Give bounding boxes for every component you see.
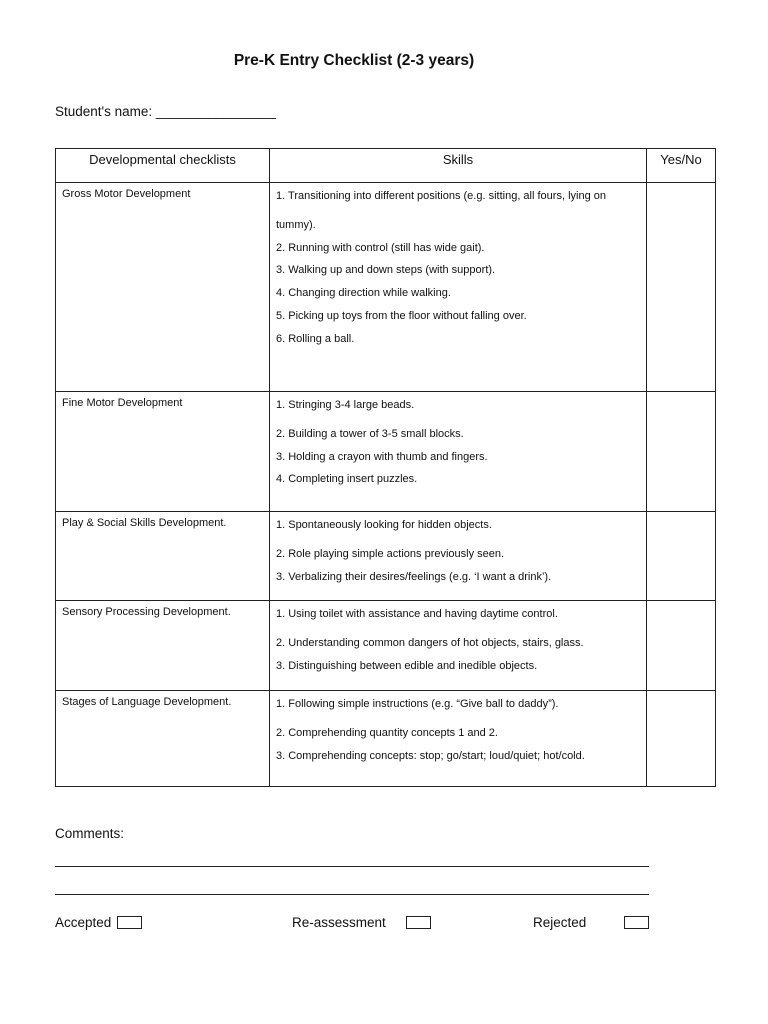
comments-label: Comments:	[55, 826, 125, 841]
skill-item: 3. Comprehending concepts: stop; go/start; loud/quiet; hot/cold.	[276, 749, 585, 762]
rejected-checkbox[interactable]	[624, 916, 649, 929]
header-yes-no: Yes/No	[647, 149, 716, 183]
skill-item: 4. Changing direction while walking.	[276, 287, 451, 300]
checklist-table	[55, 148, 716, 787]
skill-item: 2. Running with control (still has wide gait).	[276, 241, 485, 254]
skill-item: 4. Completing insert puzzles.	[276, 473, 418, 486]
skills-cell	[270, 183, 647, 392]
skills-cell	[270, 601, 647, 691]
comment-line[interactable]	[55, 894, 649, 895]
skills-cell	[270, 392, 647, 512]
table-row	[56, 512, 716, 601]
skill-item: 1. Using toilet with assistance and having daytime control.	[276, 608, 558, 620]
header-developmental-checklists: Developmental checklists	[56, 149, 270, 183]
student-name-field[interactable]: Student's name: ________________	[55, 104, 277, 119]
skill-item: 3. Distinguishing between edible and inedible objects.	[276, 659, 538, 672]
skill-item: 1. Transitioning into different positions (e.g. sitting, all fours, lying on	[276, 190, 606, 202]
skill-item: 5. Picking up toys from the floor without falling over.	[276, 309, 527, 322]
skill-item: 2. Building a tower of 3-5 small blocks.	[276, 428, 464, 440]
skill-item: tummy).	[276, 219, 316, 231]
category-label: Stages of Language Development.	[62, 696, 232, 708]
skill-item: 3. Verbalizing their desires/feelings (e.g. ‘I want a drink’).	[276, 570, 552, 583]
skill-item: 2. Comprehending quantity concepts 1 and 2.	[276, 727, 498, 739]
category-label: Fine Motor Development	[62, 397, 183, 409]
page-title: Pre-K Entry Checklist (2-3 years)	[233, 52, 475, 69]
table-header-row	[56, 149, 716, 183]
reassessment-label: Re-assessment	[292, 915, 386, 930]
category-cell	[56, 512, 270, 601]
category-cell	[56, 691, 270, 787]
table-row	[56, 601, 716, 691]
category-cell	[56, 392, 270, 512]
accepted-checkbox[interactable]	[117, 916, 142, 929]
table-row	[56, 392, 716, 512]
skill-item: 1. Stringing 3-4 large beads.	[276, 399, 415, 411]
yes-no-cell[interactable]	[647, 392, 716, 512]
table-row	[56, 183, 716, 392]
comment-line[interactable]	[55, 866, 649, 867]
category-cell	[56, 601, 270, 691]
reassessment-checkbox[interactable]	[406, 916, 431, 929]
skills-cell	[270, 691, 647, 787]
skill-item: 3. Holding a crayon with thumb and fingers.	[276, 450, 488, 463]
yes-no-cell[interactable]	[647, 183, 716, 392]
skill-item: 3. Walking up and down steps (with support).	[276, 264, 496, 277]
skills-cell	[270, 512, 647, 601]
category-label: Sensory Processing Development.	[62, 606, 231, 618]
table-row	[56, 691, 716, 787]
skill-item: 6. Rolling a ball.	[276, 332, 355, 345]
skill-item: 2. Understanding common dangers of hot objects, stairs, glass.	[276, 637, 584, 649]
yes-no-cell[interactable]	[647, 691, 716, 787]
yes-no-cell[interactable]	[647, 601, 716, 691]
accepted-label: Accepted	[55, 915, 112, 930]
rejected-label: Rejected	[533, 915, 587, 930]
skill-item: 1. Following simple instructions (e.g. “Give ball to daddy”).	[276, 698, 559, 710]
category-cell	[56, 183, 270, 392]
category-label: Gross Motor Development	[62, 188, 191, 200]
skill-item: 2. Role playing simple actions previously seen.	[276, 548, 505, 560]
skill-item: 1. Spontaneously looking for hidden objects.	[276, 519, 492, 531]
header-skills: Skills	[270, 149, 647, 183]
category-label: Play & Social Skills Development.	[62, 517, 227, 529]
yes-no-cell[interactable]	[647, 512, 716, 601]
